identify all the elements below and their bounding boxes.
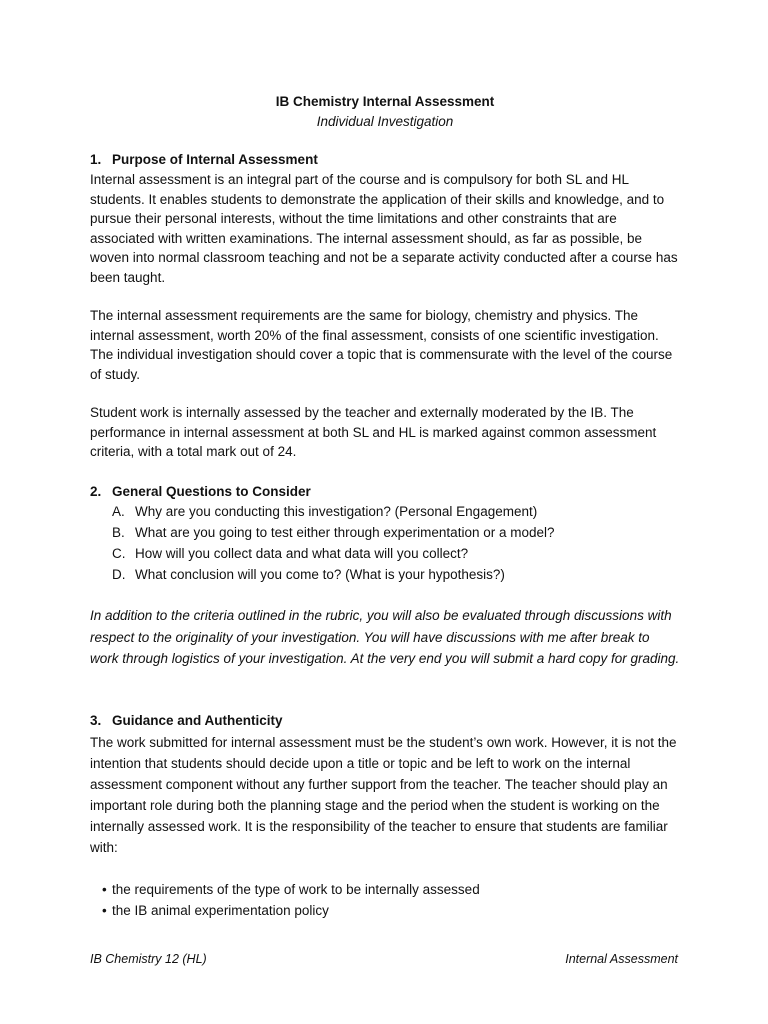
section-1-title: Purpose of Internal Assessment — [112, 152, 318, 167]
bullet-list — [90, 879, 680, 921]
section-1-paragraph-1: Internal assessment is an integral part of the course and is compulsory for both SL and HL students. It enables students to demonstrate the application of their skills and knowledge, and to pursue their personal interests, without the time limitations and other constraints that are associated with written examinations. The internal assessment should, as far as possible, be woven into normal classroom teaching and not be a separate activity conducted after a course has been taught. — [90, 172, 678, 285]
list-item — [90, 501, 680, 522]
section-1-paragraph-2: The internal assessment requirements are the same for biology, chemistry and physics. The internal assessment, worth 20% of the final assessment, consists of one scientific investigation. The individual investigation should cover a topic that is commensurate with the level of the course of study. — [90, 308, 673, 382]
section-1-paragraph-3: Student work is internally assessed by the teacher and externally moderated by the IB. The performance in internal assessment at both SL and HL is marked against common assessment criteria, with a total mark out of 24. — [90, 405, 657, 460]
list-marker: C. — [112, 546, 126, 561]
section-2-note: In addition to the criteria outlined in the rubric, you will also be evaluated through discussions with respect to the originality of your investigation. You will have discussions with me after break to work through logistics of your investigation. At the very end you will submit a hard copy for grading. — [90, 608, 680, 666]
list-item-text: the requirements of the type of work to be internally assessed — [112, 882, 480, 897]
footer-right: Internal Assessment — [565, 952, 678, 966]
document-title: IB Chemistry Internal Assessment — [275, 94, 495, 109]
section-2-heading — [90, 482, 311, 502]
bullet-icon: • — [102, 882, 107, 897]
list-item-text: What are you going to test either through experimentation or a model? — [135, 525, 555, 540]
list-item — [90, 900, 680, 921]
section-1-number: 1. — [90, 152, 102, 167]
list-item — [90, 564, 680, 585]
list-marker: D. — [112, 567, 126, 582]
list-item — [90, 879, 680, 900]
questions-list — [90, 501, 680, 585]
list-marker: B. — [112, 525, 125, 540]
list-item-text: Why are you conducting this investigation? (Personal Engagement) — [135, 504, 538, 519]
bullet-icon: • — [102, 903, 107, 918]
section-3-title: Guidance and Authenticity — [112, 713, 283, 728]
section-3-paragraph: The work submitted for internal assessment must be the student’s own work. However, it is not the intention that students should decide upon a title or topic and be left to work on the internal assessment component without any further support from the teacher. The teacher should play an important role during both the planning stage and the period when the student is working on the internally assessed work. It is the responsibility of the teacher to ensure that students are familiar with: — [90, 735, 677, 855]
section-2-number: 2. — [90, 484, 102, 499]
footer-left: IB Chemistry 12 (HL) — [90, 952, 207, 966]
document-subtitle: Individual Investigation — [316, 114, 454, 129]
list-item — [90, 522, 680, 543]
section-3-number: 3. — [90, 713, 102, 728]
list-item-text: What conclusion will you come to? (What is your hypothesis?) — [135, 567, 505, 582]
section-1-heading — [90, 150, 318, 170]
section-2-title: General Questions to Consider — [112, 484, 311, 499]
list-item-text: How will you collect data and what data will you collect? — [135, 546, 469, 561]
list-item — [90, 543, 680, 564]
section-3-heading — [90, 711, 283, 731]
list-item-text: the IB animal experimentation policy — [112, 903, 329, 918]
list-marker: A. — [112, 504, 125, 519]
